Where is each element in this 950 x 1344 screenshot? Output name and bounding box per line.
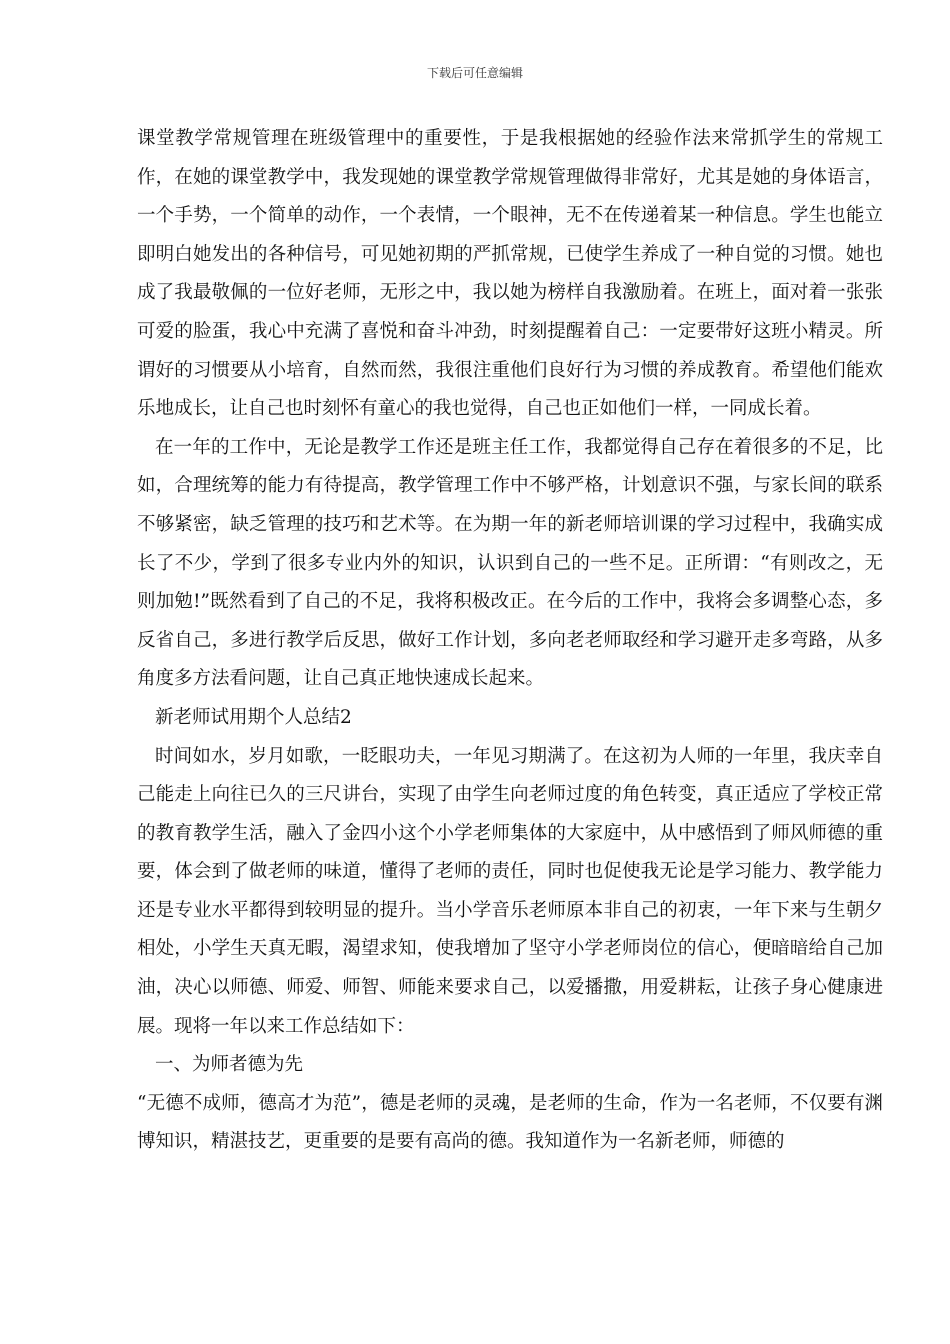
page-header: 下载后可任意编辑 — [426, 66, 523, 80]
paragraph-3: 时间如水，岁月如歌，一眨眼功夫，一年见习期满了。在这初为人师的一年里，我庆幸自己能走上向往已久的三尺讲台，实现了由学生向老师过度的角色转变，真正适应了学校正常的教育教学生活，融入了金四小这个小学老师集体的大家庭中，从中感悟到了师风师德的重要，体会到了做老师的味道，懂得了老师的责任，同时也促使我无论是学习能力、教学能力还是专业水平都得到较明显的提升。当小学音乐老师原本非自己的初衷，一年下来与生朝夕相处，小学生天真无暇，渴望求知，使我增加了坚守小学老师岗位的信心，便暗暗给自己加油，决心以师德、师爱、师智、师能来要求自己，以爱播撒，用爱耕耘，让孩子身心健康进展。现将一年以来工作总结如下： — [137, 745, 883, 1037]
document-body — [137, 120, 883, 1162]
paragraph-1: 课堂教学常规管理在班级管理中的重要性，于是我根据她的经验作法来常抓学生的常规工作，在她的课堂教学中，我发现她的课堂教学常规管理做得非常好，尤其是她的身体语言，一个手势，一个简单的动作，一个表情，一个眼神，无不在传递着某一种信息。学生也能立即明白她发出的各种信号，可见她初期的严抓常规，已使学生养成了一种自觉的习惯。她也成了我最敬佩的一位好老师，无形之中，我以她为榜样自我激励着。在班上，面对着一张张可爱的脸蛋，我心中充满了喜悦和奋斗冲劲，时刻提醒着自己：一定要带好这班小精灵。所谓好的习惯要从小培育，自然而然，我很注重他们良好行为习惯的养成教育。希望他们能欢乐地成长，让自己也时刻怀有童心的我也觉得，自己也正如他们一样，一同成长着。 — [137, 128, 883, 420]
paragraph-2: 在一年的工作中，无论是教学工作还是班主任工作，我都觉得自己存在着很多的不足，比如，合理统筹的能力有待提高，教学管理工作中不够严格，计划意识不强，与家长间的联系不够紧密，缺乏管理的技巧和艺术等。在为期一年的新老师培训课的学习过程中，我确实成长了不少，学到了很多专业内外的知识，认识到自己的一些不足。正所谓：“有则改之，无则加勉!”既然看到了自己的不足，我将积极改正。在今后的工作中，我将会多调整心态，多反省自己，多进行教学后反思，做好工作计划，多向老老师取经和学习避开走多弯路，从多角度多方法看问题，让自己真正地快速成长起来。 — [137, 436, 883, 690]
section-title: 新老师试用期个人总结2 — [155, 706, 352, 728]
paragraph-4: “无德不成师，德高才为范”，德是老师的灵魂，是老师的生命，作为一名老师，不仅要有渊博知识，精湛技艺，更重要的是要有高尚的德。我知道作为一名新老师，师德的 — [137, 1092, 883, 1153]
section-heading: 一、为师者德为先 — [155, 1054, 304, 1076]
